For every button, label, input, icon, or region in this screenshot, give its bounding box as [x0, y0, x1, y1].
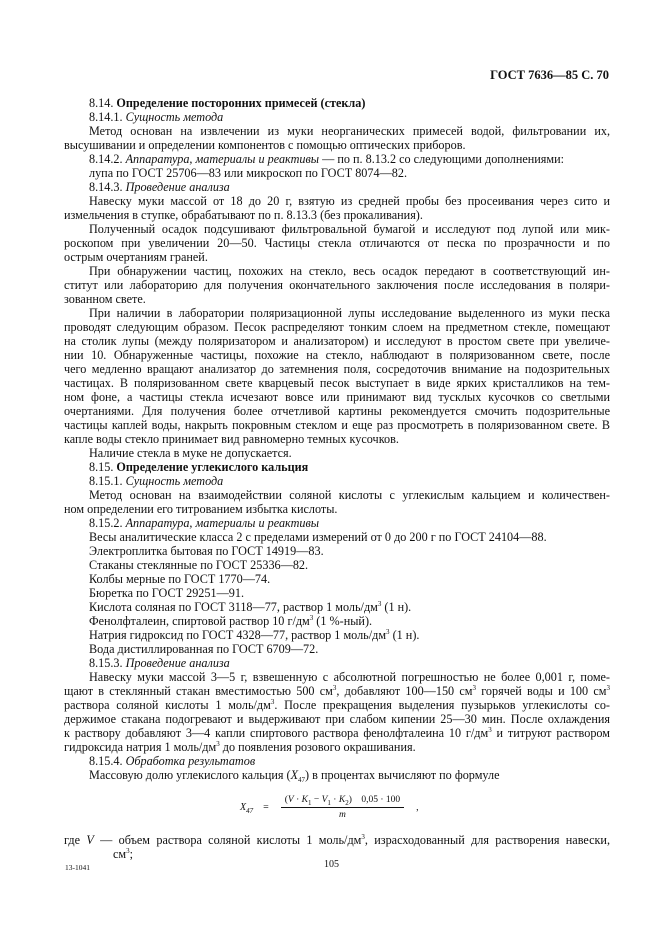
text-segment: ; [129, 847, 134, 861]
text-line [64, 362, 610, 376]
paragraph [64, 166, 610, 180]
text-line [64, 530, 610, 544]
text-line [64, 208, 610, 222]
text-line [64, 460, 610, 474]
paragraph [64, 460, 610, 474]
text-segment: Обработка результатов [125, 754, 256, 768]
text-segment: При обнаружении частиц, похожих на стекло, весь осадок передают в соответствующий ин- [89, 264, 610, 278]
text-segment: K [301, 794, 308, 805]
text-segment: Проведение анализа [125, 180, 230, 194]
paragraph [64, 670, 610, 754]
paragraph [64, 264, 610, 306]
text-line [64, 152, 610, 166]
superscript: 3 [488, 726, 492, 734]
paragraph [64, 306, 610, 446]
text-line [64, 474, 610, 488]
text-segment: держимое стакана подогревают и выдерживают при слабом кипении 25—30 мин. После охлаждения [64, 712, 610, 726]
text-segment: высушивании и определении компонентов с помощью оптических приборов. [64, 138, 466, 152]
text-segment: зованном свете. [64, 292, 146, 306]
text-line [64, 166, 610, 180]
text-line [64, 236, 610, 250]
formula-subscript: 47 [246, 806, 254, 815]
paragraph [64, 222, 610, 264]
text-line [64, 124, 610, 138]
text-segment: ститут или лабораторию для получения окончательного заключения после исследования в поляри- [64, 278, 610, 292]
text-segment: острым очертаниям граней. [64, 250, 208, 264]
text-line [64, 96, 610, 110]
text-segment: проводят следующим образом. Песок распределяют тонким слоем на предметном стекле, помещают [64, 320, 610, 334]
text-segment: частицах. В поляризованном свете кварцевый песок выступает в виде ярких кристалликов на тем- [64, 376, 610, 390]
text-segment: · [330, 794, 339, 805]
text-line [64, 222, 610, 236]
paragraph [64, 488, 610, 516]
text-segment: на столик лупы (между поляризатором и анализатором) и исследуют в простом свете при увеличе- [64, 334, 610, 348]
text-line [64, 670, 610, 684]
superscript: 3 [606, 684, 610, 692]
text-line [64, 586, 610, 600]
text-segment: Сущность метода [125, 474, 224, 488]
text-segment: Наличие стекла в муке не допускается. [89, 446, 292, 460]
paragraph [64, 124, 610, 152]
text-segment: (1 н). [381, 600, 412, 614]
paragraph [64, 768, 610, 782]
text-segment: , израсходованный для растворения навески, [364, 833, 610, 847]
text-segment: Аппаратура, материалы и реактивы [125, 516, 320, 530]
text-line [64, 348, 610, 362]
text-segment: капле воды стекло принимает вид равномерно темных кусочков. [64, 432, 399, 446]
paragraph [64, 180, 610, 194]
text-segment: нии 10. Обнаруженные частицы, похожие на стекло, наблюдают в поляризованном свете, после [64, 348, 610, 362]
paragraph [64, 558, 610, 572]
text-segment: Сущность метода [125, 110, 224, 124]
text-line [64, 250, 610, 264]
text-line [64, 726, 610, 740]
text-segment: роскопом при увеличении 20—50. Частицы стекла отличаются от песка по прозрачности и по [64, 236, 610, 250]
text-segment: частицы каплей воды, накрыть покровным стеклом и еще раз просмотреть в поляризованном свете. В [64, 418, 610, 432]
superscript: 3 [126, 847, 130, 855]
text-segment: очертаниями. Для получения более отчетливой картины рекомендуется смочить подозрительные [64, 404, 610, 418]
page-number: 105 [324, 859, 339, 870]
formula [240, 792, 419, 822]
text-segment: гидроксида натрия 1 моль/дм [64, 740, 217, 754]
text-segment: 8.15.2. [89, 516, 126, 530]
text-segment: Навеску муки массой 3—5 г, взвешенную с абсолютной погрешностью не более 0,001 г, поме- [89, 670, 610, 684]
paragraph [64, 152, 610, 166]
text-segment: измельчения в ступке, обрабатывают по п. 8.13.3 (без прокаливания). [64, 208, 423, 222]
text-segment: Метод основан на извлечении из муки неорганических примесей водой, фильтровании их, [89, 124, 610, 138]
text-segment: Вода дистиллированная по ГОСТ 6709—72. [89, 642, 319, 656]
page-header: ГОСТ 7636—85 С. 70 [490, 68, 609, 82]
text-segment: V [287, 794, 294, 805]
text-segment: · [293, 794, 302, 805]
text-line [64, 572, 610, 586]
text-line [64, 376, 610, 390]
text-line [64, 404, 610, 418]
subscript: 2 [345, 798, 349, 807]
text-segment: 8.15.4. [89, 754, 126, 768]
text-segment: — объем раствора соляной кислоты 1 моль/дм [93, 833, 362, 847]
text-segment: 8.14.3. [89, 180, 126, 194]
superscript: 3 [361, 833, 365, 841]
text-line [64, 516, 610, 530]
text-line [64, 768, 610, 782]
paragraph [64, 110, 610, 124]
paragraph [64, 628, 610, 642]
paragraph [64, 516, 610, 530]
text-line [64, 264, 610, 278]
text-segment: ном фоне, а частицы стекла исчезают вовсе или принимают вид тусклых кусочков со светлыми [64, 390, 610, 404]
text-segment: до появления розового окрашивания. [219, 740, 416, 754]
text-line [64, 110, 610, 124]
text-segment: ) 0,05 · 100 [348, 794, 401, 805]
text-line [64, 628, 610, 642]
text-segment: − [311, 794, 322, 805]
text-line [64, 194, 610, 208]
text-line [64, 614, 610, 628]
text-segment: горячей воды и 100 см [476, 684, 607, 698]
text-line [64, 292, 610, 306]
subscript: 1 [308, 798, 312, 807]
text-segment: 8.15. [89, 460, 117, 474]
text-line [64, 138, 610, 152]
text-line [64, 502, 610, 516]
formula-lhs [240, 802, 253, 813]
paragraph [64, 194, 610, 222]
text-segment: где [64, 833, 87, 847]
text-segment: Бюретка по ГОСТ 29251—91. [89, 586, 244, 600]
text-segment: Полученный осадок подсушивают фильтровальной бумагой и исследуют под лупой или мик- [89, 222, 610, 236]
text-segment: 8.14. [89, 96, 117, 110]
superscript: 3 [309, 614, 314, 622]
text-segment: 8.15.3. [89, 656, 126, 670]
formula-variable: X [240, 801, 247, 813]
superscript: 3 [270, 698, 275, 706]
text-segment: Весы аналитические класса 2 с пределами измерений от 0 до 200 г по ГОСТ 24104—88. [89, 530, 547, 544]
subscript: 47 [298, 776, 306, 784]
text-line [64, 712, 610, 726]
text-segment: 8.14.1. [89, 110, 126, 124]
text-line [64, 656, 610, 670]
text-segment: Определение посторонних примесей (стекла) [116, 96, 366, 110]
text-segment: Метод основан на взаимодействии соляной кислоты с углекислым кальцием и количествен- [89, 488, 610, 502]
text-line [64, 544, 610, 558]
text-segment: Аппаратура, материалы и реактивы [125, 152, 320, 166]
paragraph [64, 572, 610, 586]
superscript: 3 [386, 628, 390, 636]
text-segment: V [86, 833, 94, 847]
text-segment: Массовую долю углекислого кальция ( [89, 768, 291, 782]
text-segment: (1 н). [389, 628, 420, 642]
text-segment: 8.14.2. [89, 152, 126, 166]
text-line [64, 684, 610, 698]
text-segment: ( [284, 794, 288, 805]
paragraph [64, 754, 610, 768]
text-segment: , добавляют 100—150 см [336, 684, 473, 698]
paragraph [64, 96, 610, 110]
footer-code: 13-1041 [65, 863, 90, 872]
text-segment: ) в процентах вычисляют по формуле [305, 768, 500, 782]
text-segment: раствора соляной кислоты 1 моль/дм [64, 698, 271, 712]
formula-legend [64, 833, 610, 861]
text-line [64, 418, 610, 432]
text-segment: щают в стеклянный стакан вместимостью 500 см [64, 684, 333, 698]
paragraph [64, 600, 610, 614]
text-segment: Навеску муки массой от 18 до 20 г, взятую из средней пробы без просеивания через сито и [89, 194, 610, 208]
text-line [64, 558, 610, 572]
text-line [64, 642, 610, 656]
text-segment: Электроплитка бытовая по ГОСТ 14919—83. [89, 544, 324, 558]
text-line [64, 698, 610, 712]
text-line [64, 306, 610, 320]
superscript: 3 [216, 740, 220, 748]
legend-line [64, 833, 610, 847]
superscript: 3 [332, 684, 337, 692]
paragraph [64, 446, 610, 460]
formula-numerator [281, 795, 404, 808]
text-line [64, 754, 610, 768]
text-segment: Стаканы стеклянные по ГОСТ 25336—82. [89, 558, 309, 572]
superscript: 3 [472, 684, 476, 692]
text-segment: ном определении его титрованием избытка кислоты. [64, 502, 338, 516]
text-segment: Фенолфталеин, спиртовой раствор 10 г/дм [89, 614, 310, 628]
text-line [64, 320, 610, 334]
formula-denominator: m [339, 809, 346, 820]
text-segment: лупа по ГОСТ 25706—83 или микроскоп по ГОСТ 8074—82. [89, 166, 407, 180]
text-segment: Кислота соляная по ГОСТ 3118—77, раствор 1 моль/дм [89, 600, 378, 614]
paragraph [64, 642, 610, 656]
text-segment: Определение углекислого кальция [116, 460, 309, 474]
text-line [64, 334, 610, 348]
text-segment: см [113, 847, 127, 861]
text-segment: V [321, 794, 328, 805]
text-segment: X [290, 768, 299, 782]
text-line [64, 278, 610, 292]
formula-comma: , [416, 801, 419, 813]
text-line [64, 446, 610, 460]
text-line [64, 180, 610, 194]
text-segment: чего медленно вращают анализатор до затемнения поля, сосредоточив внимание на подозрительных [64, 362, 610, 376]
text-segment: — по п. 8.13.2 со следующими дополнениями: [319, 152, 565, 166]
subscript: 1 [327, 798, 331, 807]
superscript: 3 [377, 600, 382, 608]
paragraph [64, 614, 610, 628]
document-body [64, 96, 610, 782]
text-segment: и титруют раствором [491, 726, 610, 740]
text-segment: Колбы мерные по ГОСТ 1770—74. [89, 572, 271, 586]
formula-fraction [281, 795, 404, 820]
paragraph [64, 586, 610, 600]
text-segment: . После прекращения выделения пузырьков углекислоты со- [274, 698, 610, 712]
text-segment: (1 %-ный). [313, 614, 373, 628]
text-segment: 8.15.1. [89, 474, 126, 488]
text-segment: к раствору добавляют 3—4 капли спиртового раствора фенолфталеина 10 г/дм [64, 726, 489, 740]
text-line [64, 390, 610, 404]
paragraph [64, 474, 610, 488]
paragraph [64, 544, 610, 558]
text-segment: Проведение анализа [125, 656, 230, 670]
formula-equals: = [263, 801, 269, 813]
paragraph [64, 656, 610, 670]
text-segment: Натрия гидроксид по ГОСТ 4328—77, раствор 1 моль/дм [89, 628, 387, 642]
text-segment: K [338, 794, 346, 805]
text-line [64, 488, 610, 502]
text-line [64, 432, 610, 446]
paragraph [64, 530, 610, 544]
text-line [64, 600, 610, 614]
text-segment: При наличии в лаборатории поляризационной лупы исследование выделенного из муки песка [89, 306, 610, 320]
text-line [64, 740, 610, 754]
